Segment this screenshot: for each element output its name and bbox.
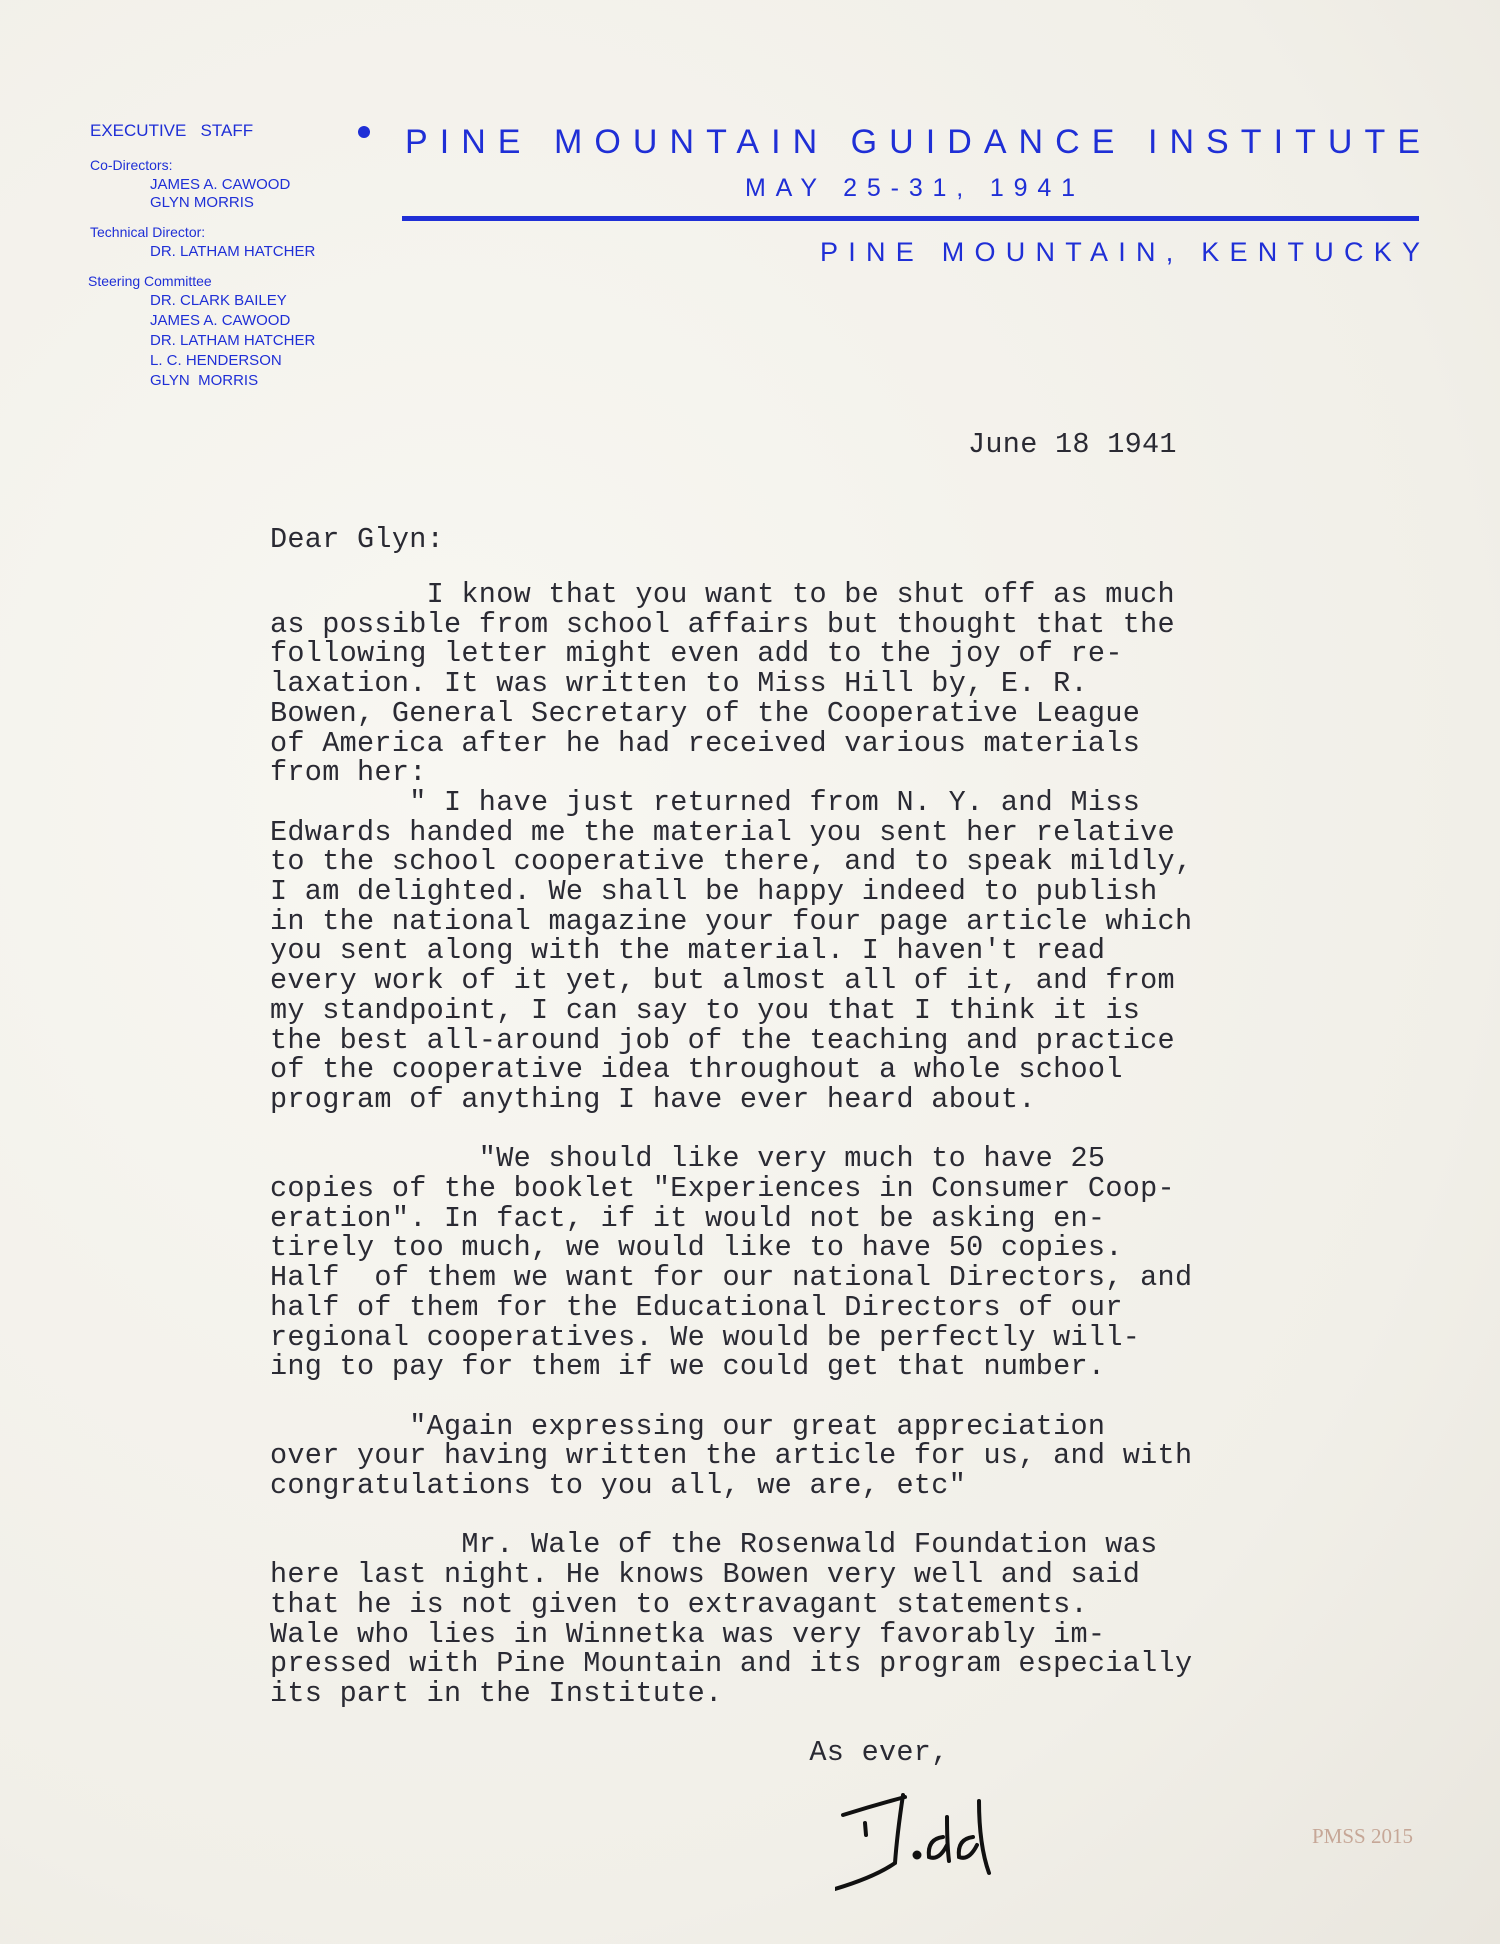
letter-line: "We should like very much to have 25	[478, 1142, 1106, 1176]
letter-line: following letter might even add to the joy of re-	[270, 637, 1123, 671]
committee-member: DR. CLARK BAILEY	[150, 292, 287, 309]
letter-line: Edwards handed me the material you sent her relative	[270, 815, 1175, 849]
letter-line: congratulations to you all, we are, etc"	[270, 1469, 967, 1502]
letter-line: I am delighted. We shall be happy indeed to publish	[270, 875, 1158, 908]
letter-line: ing to pay for them if we could get that number.	[270, 1350, 1106, 1384]
letter-line: Mr. Wale of the Rosenwald Foundation was	[461, 1528, 1158, 1562]
letter-line: laxation. It was written to Miss Hill by, E. R.	[270, 667, 1088, 701]
steering-committee-label: Steering Committee	[88, 273, 212, 289]
divider	[402, 216, 1419, 221]
letter-date: June 18 1941	[968, 428, 1177, 461]
committee-member: DR. LATHAM HATCHER	[150, 332, 316, 349]
salutation: Dear Glyn:	[270, 523, 445, 556]
letter-line: As ever,	[809, 1736, 949, 1770]
technical-director-label: Technical Director:	[90, 224, 206, 240]
letter-line: Half of them we want for our national Directors, and	[270, 1261, 1193, 1295]
letter-line: copies of the booklet "Experiences in Consumer Coop-	[270, 1172, 1175, 1205]
letter-line: " I have just returned from N. Y. and Miss	[409, 785, 1141, 819]
signature	[835, 1785, 1025, 1895]
co-directors-label: Co-Directors:	[90, 157, 173, 173]
committee-member: L. C. HENDERSON	[150, 352, 282, 369]
letter-line: tirely too much, we would like to have 50 copies.	[270, 1231, 1123, 1265]
letter-line: here last night. He knows Bowen very well and said	[270, 1558, 1141, 1592]
letterhead	[0, 0, 1500, 420]
letter-line: to the school cooperative there, and to speak mildly,	[270, 845, 1193, 879]
archive-watermark: PMSS 2015	[1312, 1824, 1413, 1848]
letter-line: of the cooperative idea throughout a whole school	[270, 1053, 1123, 1087]
committee-member: GLYN MORRIS	[150, 372, 259, 389]
letter-line: my standpoint, I can say to you that I think it is	[270, 993, 1141, 1027]
letter-line: of America after he had received various materials	[270, 726, 1141, 760]
letter-line: half of them for the Educational Directors of our	[270, 1290, 1123, 1324]
letter-line: in the national magazine your four page article which	[270, 904, 1193, 938]
letter-line: from her:	[270, 756, 427, 790]
institute-dates: MAY 25-31, 1941	[745, 174, 1075, 202]
committee-member: JAMES A. CAWOOD	[150, 312, 291, 329]
letter-line: every work of it yet, but almost all of it, and from	[270, 964, 1175, 998]
letter-line: regional cooperatives. We would be perfectly will-	[270, 1320, 1141, 1354]
letter-line: eration". In fact, if it would not be asking en-	[270, 1201, 1106, 1235]
institute-title: PINE MOUNTAIN GUIDANCE INSTITUTE	[405, 123, 1420, 161]
letter-line: its part in the Institute.	[270, 1676, 723, 1710]
letter-line: you sent along with the material. I haven't read	[270, 934, 1106, 968]
institute-location: PINE MOUNTAIN, KENTUCKY	[820, 237, 1420, 267]
letter-line: program of anything I have ever heard about.	[270, 1082, 1036, 1116]
technical-director: DR. LATHAM HATCHER	[150, 243, 316, 260]
co-director: JAMES A. CAWOOD	[150, 176, 291, 193]
co-director: GLYN MORRIS	[150, 194, 254, 211]
letter-line: "Again expressing our great appreciation	[409, 1409, 1106, 1443]
letter-line: over your having written the article for us, and with	[270, 1439, 1193, 1473]
letter-line: Bowen, General Secretary of the Cooperative League	[270, 696, 1141, 730]
letter-line: that he is not given to extravagant statements.	[270, 1587, 1088, 1621]
letter-line: pressed with Pine Mountain and its program especially	[270, 1647, 1193, 1681]
letter-line: I know that you want to be shut off as much	[426, 578, 1175, 611]
letter-line: the best all-around job of the teaching and practice	[270, 1023, 1175, 1057]
staff-heading: EXECUTIVE STAFF	[90, 121, 254, 140]
letter-line: as possible from school affairs but thought that the	[270, 607, 1175, 641]
letter-line: Wale who lies in Winnetka was very favorably im-	[270, 1617, 1106, 1651]
bullet-icon	[358, 126, 370, 138]
